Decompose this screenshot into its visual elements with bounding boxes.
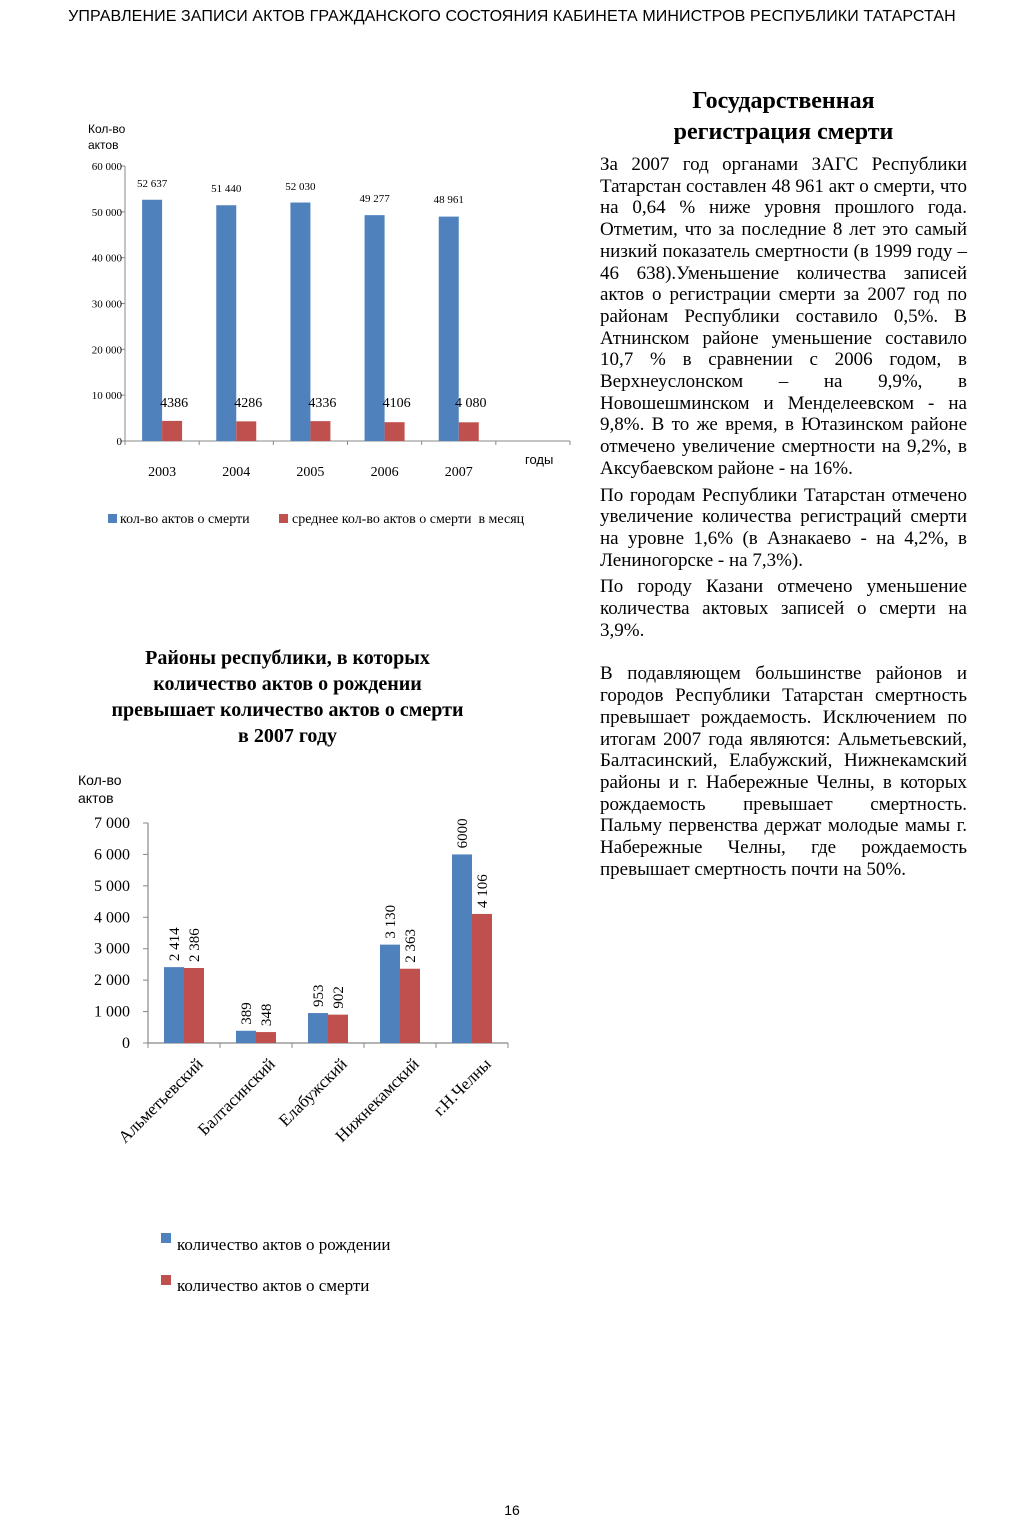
chart1-bar-deaths: [216, 205, 236, 441]
chart2-data-label-births: 2 414: [167, 927, 183, 962]
chart1-data-label-monthly: 4336: [308, 396, 337, 411]
chart1-data-label-monthly: 4 080: [455, 396, 487, 411]
chart2-bar-deaths: [472, 914, 492, 1043]
chart1-data-label-deaths: 49 277: [359, 193, 390, 205]
chart1-y-tick-label: 0: [116, 436, 122, 448]
chart1-legend-deaths: кол-во актов о смерти: [120, 512, 250, 527]
chart2-bar-deaths: [256, 1032, 276, 1043]
chart2-data-label-deaths: 2 363: [403, 928, 419, 963]
chart2-y-tick-label: 1 000: [94, 1003, 130, 1021]
chart2-x-tick-label: Нижнекамский: [331, 1054, 423, 1146]
chart2-x-tick-label: г.Н.Челны: [429, 1054, 495, 1120]
chart1-xlabel: годы: [525, 452, 554, 467]
chart2-data-label-births: 389: [239, 1002, 255, 1025]
chart1-y-tick-label: 20 000: [91, 344, 122, 357]
chart2-data-label-deaths: 2 386: [187, 928, 203, 963]
chart2-legend-births: количество актов о рождении: [177, 1235, 391, 1254]
chart2-y-tick-label: 7 000: [94, 815, 130, 832]
chart2-legend-deaths: количество актов о смерти: [177, 1276, 370, 1295]
paragraph-2: По городам Республики Татарстан отмечено увеличение количества регистраций смерти на уровне 1,6% (в Азнакаево - на 4,2%, в Лениногорске - на 7,3%).: [600, 484, 967, 571]
chart2-x-tick-label: Балтасинский: [194, 1054, 279, 1140]
chart2-data-label-deaths: 4 106: [475, 874, 491, 908]
chart2-y-tick-label: 2 000: [94, 972, 130, 990]
chart2-ylabel-line2: актов: [78, 790, 114, 806]
chart1-x-tick-label: 2005: [296, 465, 325, 480]
chart1-bar-monthly: [162, 421, 182, 441]
chart2-data-label-births: 6000: [455, 818, 471, 849]
chart1-data-label-monthly: 4286: [234, 396, 263, 411]
chart2-bar-deaths: [184, 968, 204, 1043]
chart2-bar-births: [380, 945, 400, 1043]
chart1-bar-monthly: [310, 421, 330, 441]
paragraph-3: По городу Казани отмечено уменьшение количества актовых записей о смерти на 3,9%.: [600, 576, 967, 641]
chart2-data-label-births: 3 130: [383, 904, 399, 939]
chart1-bar-monthly: [459, 422, 479, 441]
chart2-data-label-deaths: 348: [259, 1003, 275, 1027]
chart2-y-tick-label: 5 000: [94, 877, 130, 895]
chart2-bar-births: [164, 967, 184, 1043]
chart2-ylabel-line1: Кол-во: [78, 772, 122, 788]
chart2-legend-swatch-deaths: [161, 1275, 171, 1285]
chart1-y-tick-label: 40 000: [91, 252, 122, 265]
chart2-svg: [65, 770, 535, 1300]
chart1-bar-monthly: [385, 422, 405, 441]
chart1-svg: [70, 118, 580, 548]
chart1-data-label-monthly: 4106: [382, 396, 411, 411]
page-number: 16: [504, 1502, 520, 1518]
chart1-x-tick-label: 2007: [444, 465, 473, 480]
chart1-legend-swatch-monthly: [279, 514, 288, 523]
chart1-data-label-deaths: 52 030: [285, 181, 316, 193]
chart2-y-tick-label: 6 000: [94, 846, 130, 864]
page-header: УПРАВЛЕНИЕ ЗАПИСИ АКТОВ ГРАЖДАНСКОГО СОСТОЯНИЯ КАБИНЕТА МИНИСТРОВ РЕСПУБЛИКИ ТАТАРСТАН: [68, 8, 956, 25]
chart1-x-tick-label: 2003: [148, 465, 177, 480]
chart2-legend-swatch-births: [161, 1233, 171, 1243]
chart1-y-tick-label: 50 000: [91, 206, 122, 219]
chart2-bar-births: [452, 854, 472, 1043]
chart1-x-tick-label: 2006: [370, 465, 399, 480]
chart1-legend-swatch-deaths: [108, 514, 117, 523]
chart1-y-tick-label: 30 000: [91, 298, 122, 311]
chart2-y-tick-label: 4 000: [94, 909, 130, 927]
chart2-bar-deaths: [328, 1015, 348, 1043]
chart2-bar-births: [236, 1031, 256, 1043]
chart2-y-tick-label: 3 000: [94, 940, 130, 958]
chart1-bar-deaths: [142, 200, 162, 441]
chart1-data-label-monthly: 4386: [160, 396, 189, 411]
chart1-data-label-deaths: 51 440: [211, 183, 242, 195]
chart2-x-tick-label: Альметьевский: [114, 1054, 207, 1147]
chart2-bar-births: [308, 1013, 328, 1043]
chart1-y-tick-label: 60 000: [91, 161, 122, 173]
chart1-bar-deaths: [365, 215, 385, 441]
paragraph-4: В подавляющем большинстве районов и городов Республики Татарстан смертность превышает рождаемость. Исключением по итогам 2007 года являются: Альметьевский, Балтасинский, Елабужский, Нижнекамский районы и г. Набережные Челны, в которых рождаемость превышает смертность. Пальму первенства держат молодые мамы г. Набережные Челны, где рождаемость превышает смертность почти на 50%.: [600, 663, 967, 880]
chart2-bar-deaths: [400, 969, 420, 1043]
chart1-bar-deaths: [290, 203, 310, 441]
section-title-line1: Государственная: [692, 88, 875, 114]
paragraph-1: За 2007 год органами ЗАГС Республики Татарстан составлен 48 961 акт о смерти, что на 0,64 % ниже уровня прошлого года. Отметим, что за последние 8 лет это самый низкий показатель смертности (в 1999 году – 46 638).Уменьшение количества записей актов о регистрации смерти за 2007 год по районам Республики составило 0,5%. В Атнинском районе уменьшение составило 10,7 % в сравнении с 2006 годом, в Верхнеуслонском – на 9,9%, в Новошешминском и Менделеевском - на 9,8%. В то же время, в Ютазинском районе отмечено увеличение смертности на 9,2%, в Аксубаевском районе - на 16%.: [600, 154, 967, 479]
chart1-y-tick-label: 10 000: [91, 390, 122, 403]
section-title: [600, 86, 967, 148]
chart1-data-label-deaths: 52 637: [136, 178, 168, 190]
death-registration-article: [600, 86, 967, 886]
chart2-y-tick-label: 0: [122, 1035, 130, 1052]
chart1-x-tick-label: 2004: [222, 465, 251, 480]
chart1-data-label-deaths: 48 961: [433, 194, 464, 206]
chart1-ylabel-line1: Кол-во: [88, 122, 126, 136]
chart2-x-tick-label: Елабужский: [275, 1054, 351, 1131]
chart1-legend-monthly: среднее кол-во актов о смерти в месяц: [292, 512, 525, 527]
chart2-title: Районы республики, в которых количество актов о рождении превышает количество актов о смерти в 2007 году: [111, 647, 464, 747]
chart1-bar-monthly: [236, 421, 256, 441]
chart2-data-label-births: 953: [311, 984, 327, 1008]
section-title-line2: регистрация смерти: [673, 119, 894, 145]
chart1-ylabel-line2: актов: [88, 138, 119, 152]
births-vs-deaths-chart: [65, 770, 535, 1300]
death-registrations-chart: [70, 118, 580, 548]
chart2-data-label-deaths: 902: [331, 986, 347, 1009]
